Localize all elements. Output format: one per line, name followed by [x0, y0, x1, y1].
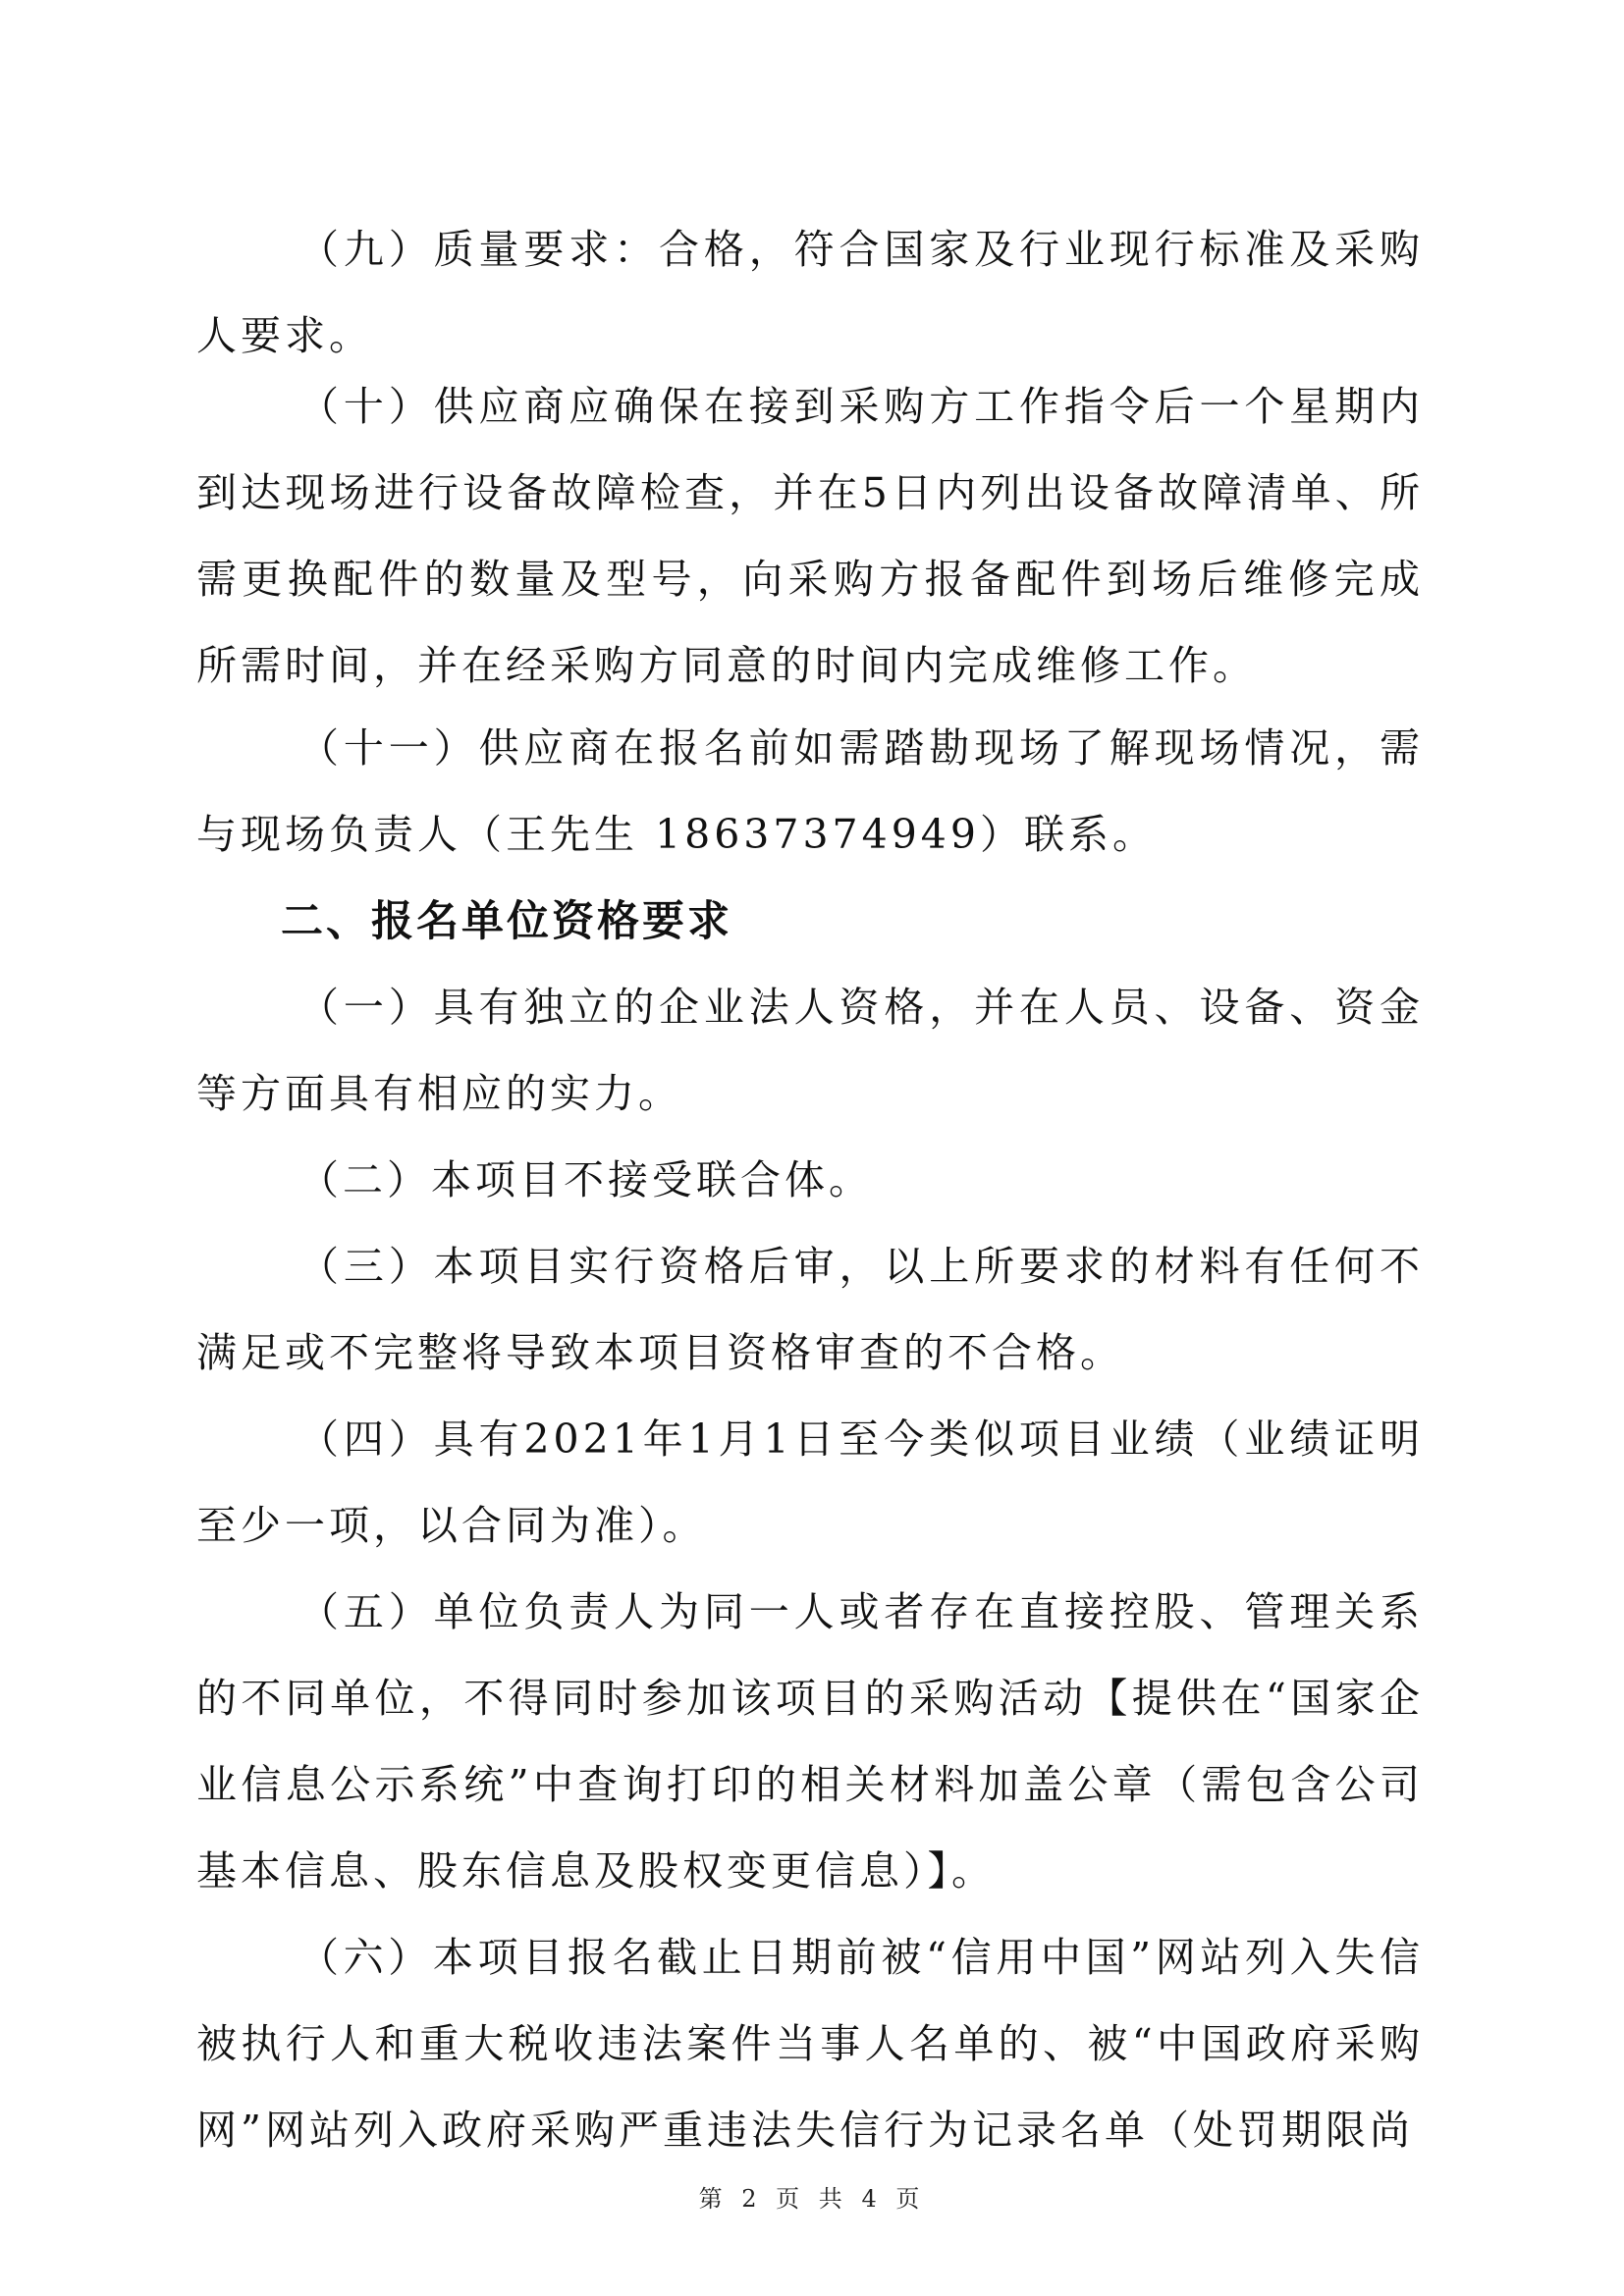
- section-heading: 二、报名单位资格要求: [281, 897, 732, 946]
- paragraph-site-survey: （十一）供应商在报名前如需踏勘现场了解现场情况，需与现场负责人（王先生 18637374949）联系。: [196, 724, 1424, 858]
- paragraph-supplier-response: （十）供应商应确保在接到采购方工作指令后一个星期内到达现场进行设备故障检查，并在5日内列出设备故障清单、所需更换配件的数量及型号，向采购方报备配件到场后维修完成所需时间，并在经采购方同意的时间内完成维修工作。: [196, 383, 1424, 689]
- requirement-item-6: （六）本项目报名截止日期前被“信用中国”网站列入失信被执行人和重大税收违法案件当事人名单的、被“中国政府采购网”网站列入政府采购严重违法失信行为记录名单（处罚期限尚: [196, 1934, 1424, 2154]
- requirement-item-4: （四）具有2021年1月1日至今类似项目业绩（业绩证明至少一项，以合同为准）。: [196, 1415, 1424, 1549]
- page-number-footer: 第 2 页 共 4 页: [698, 2185, 926, 2213]
- paragraph-quality-requirement: （九）质量要求：合格，符合国家及行业现行标准及采购人要求。: [196, 226, 1424, 359]
- requirement-item-3: （三）本项目实行资格后审，以上所要求的材料有任何不满足或不完整将导致本项目资格审查的不合格。: [196, 1243, 1424, 1376]
- requirement-item-5: （五）单位负责人为同一人或者存在直接控股、管理关系的不同单位，不得同时参加该项目的采购活动【提供在“国家企业信息公示系统”中查询打印的相关材料加盖公章（需包含公司基本信息、股东信息及股权变更信息）】。: [196, 1588, 1424, 1895]
- requirement-item-2: （二）本项目不接受联合体。: [298, 1156, 873, 1203]
- requirement-item-1: （一）具有独立的企业法人资格，并在人员、设备、资金等方面具有相应的实力。: [196, 984, 1424, 1117]
